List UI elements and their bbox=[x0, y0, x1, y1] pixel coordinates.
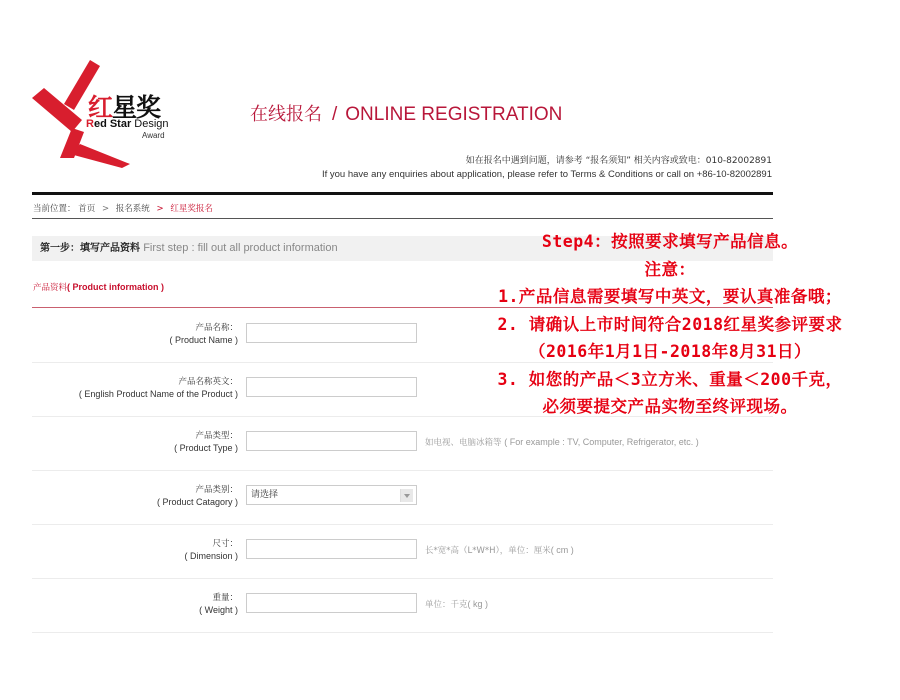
form-row-product-type bbox=[32, 417, 773, 471]
logo-english-text: Red Star Design bbox=[86, 118, 169, 130]
weight-label: 重量： ( Weight ) bbox=[199, 593, 238, 615]
breadcrumb bbox=[33, 202, 213, 214]
breadcrumb-label: 当前位置： bbox=[33, 204, 76, 214]
breadcrumb-separator: > bbox=[101, 204, 110, 214]
overlay-line-step: Step4：按照要求填写产品信息。 bbox=[541, 232, 799, 251]
product-type-hint: 如电视、电脑冰箱等 ( For example : TV, Computer, Refrigerator, etc. ) bbox=[425, 437, 699, 448]
breadcrumb-separator: > bbox=[156, 204, 164, 214]
logo-chinese-text: 红星奖 bbox=[88, 93, 161, 122]
overlay-line-2-dates: （2016年1月1日-2018年8月31日） bbox=[528, 342, 812, 361]
product-type-input[interactable] bbox=[246, 431, 417, 451]
form-row-product-category bbox=[32, 471, 773, 525]
chevron-down-icon[interactable] bbox=[400, 489, 413, 502]
breadcrumb-current: 红星奖报名 bbox=[170, 204, 213, 214]
weight-hint: 单位：千克( kg ) bbox=[425, 599, 489, 610]
weight-input[interactable] bbox=[246, 593, 417, 613]
product-category-selected-value: 请选择 bbox=[251, 490, 279, 500]
overlay-line-2: 2. 请确认上市时间符合2018红星奖参评要求 bbox=[497, 314, 843, 334]
contact-en: If you have any enquiries about application, please refer to Terms & Conditions or call on +86-10-82002891 bbox=[321, 169, 772, 180]
page-title: 在线报名 / ONLINE REGISTRATION bbox=[250, 104, 563, 125]
form-row-dimension bbox=[32, 525, 773, 579]
form-row-weight bbox=[32, 579, 773, 633]
english-product-name-label: 产品名称英文： ( English Product Name of the Product ) bbox=[78, 377, 238, 399]
overlay-line-note: 注意： bbox=[644, 259, 696, 279]
breadcrumb-registration-system[interactable]: 报名系统 bbox=[115, 204, 150, 214]
product-category-label: 产品类别： ( Product Catagory ) bbox=[156, 485, 238, 507]
contact-cn: 如在报名中遇到问题，请参考 “报名须知” 相关内容或致电：010-82002891 bbox=[465, 156, 772, 166]
logo-award-text: Award bbox=[142, 131, 165, 140]
section-title: 产品资料( Product information ) bbox=[33, 282, 165, 293]
overlay-line-3-cont: 必须要提交产品实物至终评现场。 bbox=[542, 397, 798, 416]
header-divider bbox=[32, 192, 773, 195]
step-title-en: First step : fill out all product information bbox=[143, 242, 338, 254]
product-name-input[interactable] bbox=[246, 323, 417, 343]
step-title-cn: 第一步：填写产品资料 bbox=[40, 243, 140, 254]
english-product-name-input[interactable] bbox=[246, 377, 417, 397]
overlay-line-1: 1.产品信息需要填写中英文，要认真准备哦； bbox=[498, 287, 842, 306]
overlay-line-3: 3. 如您的产品＜3立方米、重量＜200千克， bbox=[497, 369, 843, 389]
instruction-overlay bbox=[440, 228, 900, 421]
dimension-input[interactable] bbox=[246, 539, 417, 559]
dimension-hint: 长*宽*高（L*W*H），单位：厘米( cm ) bbox=[425, 545, 574, 556]
contact-info bbox=[322, 154, 772, 182]
product-category-select[interactable] bbox=[246, 485, 417, 505]
red-star-logo[interactable] bbox=[30, 58, 180, 168]
breadcrumb-home[interactable]: 首页 bbox=[78, 204, 96, 214]
dimension-label: 尺寸： ( Dimension ) bbox=[184, 539, 238, 561]
product-name-label: 产品名称： ( Product Name ) bbox=[169, 323, 238, 345]
breadcrumb-divider bbox=[32, 218, 773, 219]
product-type-label: 产品类型： ( Product Type ) bbox=[174, 431, 238, 453]
